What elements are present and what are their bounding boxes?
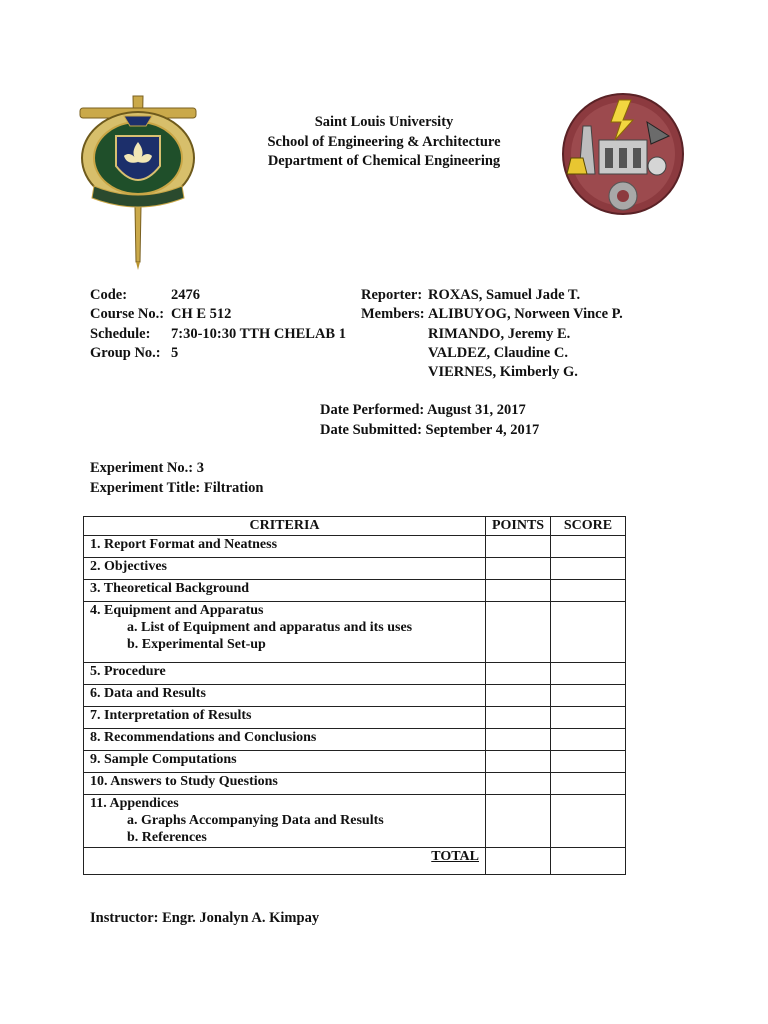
points-cell [486, 663, 551, 685]
reporter-label: Reporter: [361, 287, 423, 303]
reporter-row [361, 286, 623, 305]
criteria-label: 6. Data and Results [90, 686, 206, 701]
total-score-cell [551, 848, 626, 875]
table-row [84, 558, 626, 580]
points-cell [486, 685, 551, 707]
criteria-label: 3. Theoretical Background [90, 581, 250, 596]
criteria-cell [84, 707, 486, 729]
info-row-code [90, 286, 346, 305]
criteria-cell [84, 558, 486, 580]
info-label: Schedule: [90, 325, 151, 342]
points-cell [486, 602, 551, 663]
criteria-sub-label: b. References [127, 830, 207, 845]
criteria-label: 5. Procedure [90, 664, 166, 679]
score-cell [551, 602, 626, 663]
criteria-sub-label: b. Experimental Set-up [127, 637, 266, 652]
score-cell [551, 773, 626, 795]
info-label: Group No.: [90, 344, 161, 361]
table-row [84, 580, 626, 602]
criteria-cell [84, 536, 486, 558]
criteria-label: 2. Objectives [90, 559, 167, 574]
info-value: 7:30-10:30 TTH CHELAB 1 [171, 325, 346, 342]
column-header-points: POINTS [486, 517, 551, 536]
table-row [84, 663, 626, 685]
table-row [84, 773, 626, 795]
criteria-sub-label: a. List of Equipment and apparatus and its uses [127, 620, 413, 635]
university-name: Saint Louis University [314, 114, 454, 130]
info-row-schedule [90, 325, 346, 344]
criteria-table [83, 516, 626, 875]
total-row [84, 848, 626, 875]
info-value: 2476 [171, 287, 200, 303]
experiment-number: Experiment No.: 3 [90, 460, 204, 476]
info-value: 5 [171, 344, 179, 361]
points-cell [486, 751, 551, 773]
member-name: ALIBUYOG, Norween Vince P. [428, 306, 623, 323]
points-cell [486, 773, 551, 795]
members-row [361, 363, 623, 382]
points-cell [486, 707, 551, 729]
criteria-cell [84, 580, 486, 602]
criteria-cell [84, 773, 486, 795]
points-cell [486, 580, 551, 602]
table-row [84, 751, 626, 773]
criteria-label: 10. Answers to Study Questions [90, 774, 278, 789]
date-performed: Date Performed: August 31, 2017 [320, 402, 526, 418]
document-header [0, 113, 768, 172]
table-row [84, 536, 626, 558]
group-members [361, 286, 623, 382]
date-submitted: Date Submitted: September 4, 2017 [320, 421, 540, 438]
info-row-course [90, 305, 346, 324]
course-info [90, 286, 346, 363]
table-row [84, 602, 626, 663]
member-name: RIMANDO, Jeremy E. [428, 325, 571, 342]
score-cell [551, 558, 626, 580]
info-label: Course No.: [90, 306, 165, 323]
score-cell [551, 536, 626, 558]
department-name: Department of Chemical Engineering [267, 153, 501, 169]
table-row [84, 729, 626, 751]
info-label: Code: [90, 287, 128, 303]
points-cell [486, 729, 551, 751]
column-header-criteria: CRITERIA [84, 517, 486, 536]
score-cell [551, 795, 626, 848]
total-points-cell [486, 848, 551, 875]
score-cell [551, 751, 626, 773]
score-cell [551, 707, 626, 729]
table-row [84, 685, 626, 707]
school-name: School of Engineering & Architecture [267, 133, 501, 150]
points-cell [486, 795, 551, 848]
criteria-cell [84, 795, 486, 848]
score-cell [551, 729, 626, 751]
score-cell [551, 663, 626, 685]
table-row [84, 707, 626, 729]
criteria-cell [84, 663, 486, 685]
score-cell [551, 580, 626, 602]
criteria-sub-label: a. Graphs Accompanying Data and Results [127, 813, 384, 828]
members-row [361, 344, 623, 363]
criteria-cell [84, 602, 486, 663]
criteria-cell [84, 685, 486, 707]
table-header-row [84, 517, 626, 536]
members-label: Members: [361, 306, 425, 323]
dates-block [320, 401, 539, 440]
criteria-label: 7. Interpretation of Results [90, 708, 252, 723]
member-name: VIERNES, Kimberly G. [428, 364, 578, 381]
criteria-label: 9. Sample Computations [90, 752, 237, 767]
total-label: TOTAL [84, 848, 486, 875]
members-row [361, 305, 623, 324]
experiment-title: Experiment Title: Filtration [90, 479, 264, 496]
score-cell [551, 685, 626, 707]
points-cell [486, 536, 551, 558]
criteria-cell [84, 729, 486, 751]
reporter-name: ROXAS, Samuel Jade T. [428, 287, 581, 303]
criteria-label: 8. Recommendations and Conclusions [90, 730, 317, 745]
table-row [84, 795, 626, 848]
experiment-block [90, 459, 263, 498]
criteria-label: 4. Equipment and Apparatus [90, 603, 264, 618]
members-row [361, 325, 623, 344]
column-header-score: SCORE [551, 517, 626, 536]
criteria-label: 11. Appendices [90, 796, 179, 811]
info-row-group [90, 344, 346, 363]
criteria-cell [84, 751, 486, 773]
points-cell [486, 558, 551, 580]
member-name: VALDEZ, Claudine C. [428, 344, 568, 361]
info-value: CH E 512 [171, 306, 232, 323]
instructor-line: Instructor: Engr. Jonalyn A. Kimpay [90, 910, 320, 926]
criteria-label: 1. Report Format and Neatness [90, 537, 278, 552]
